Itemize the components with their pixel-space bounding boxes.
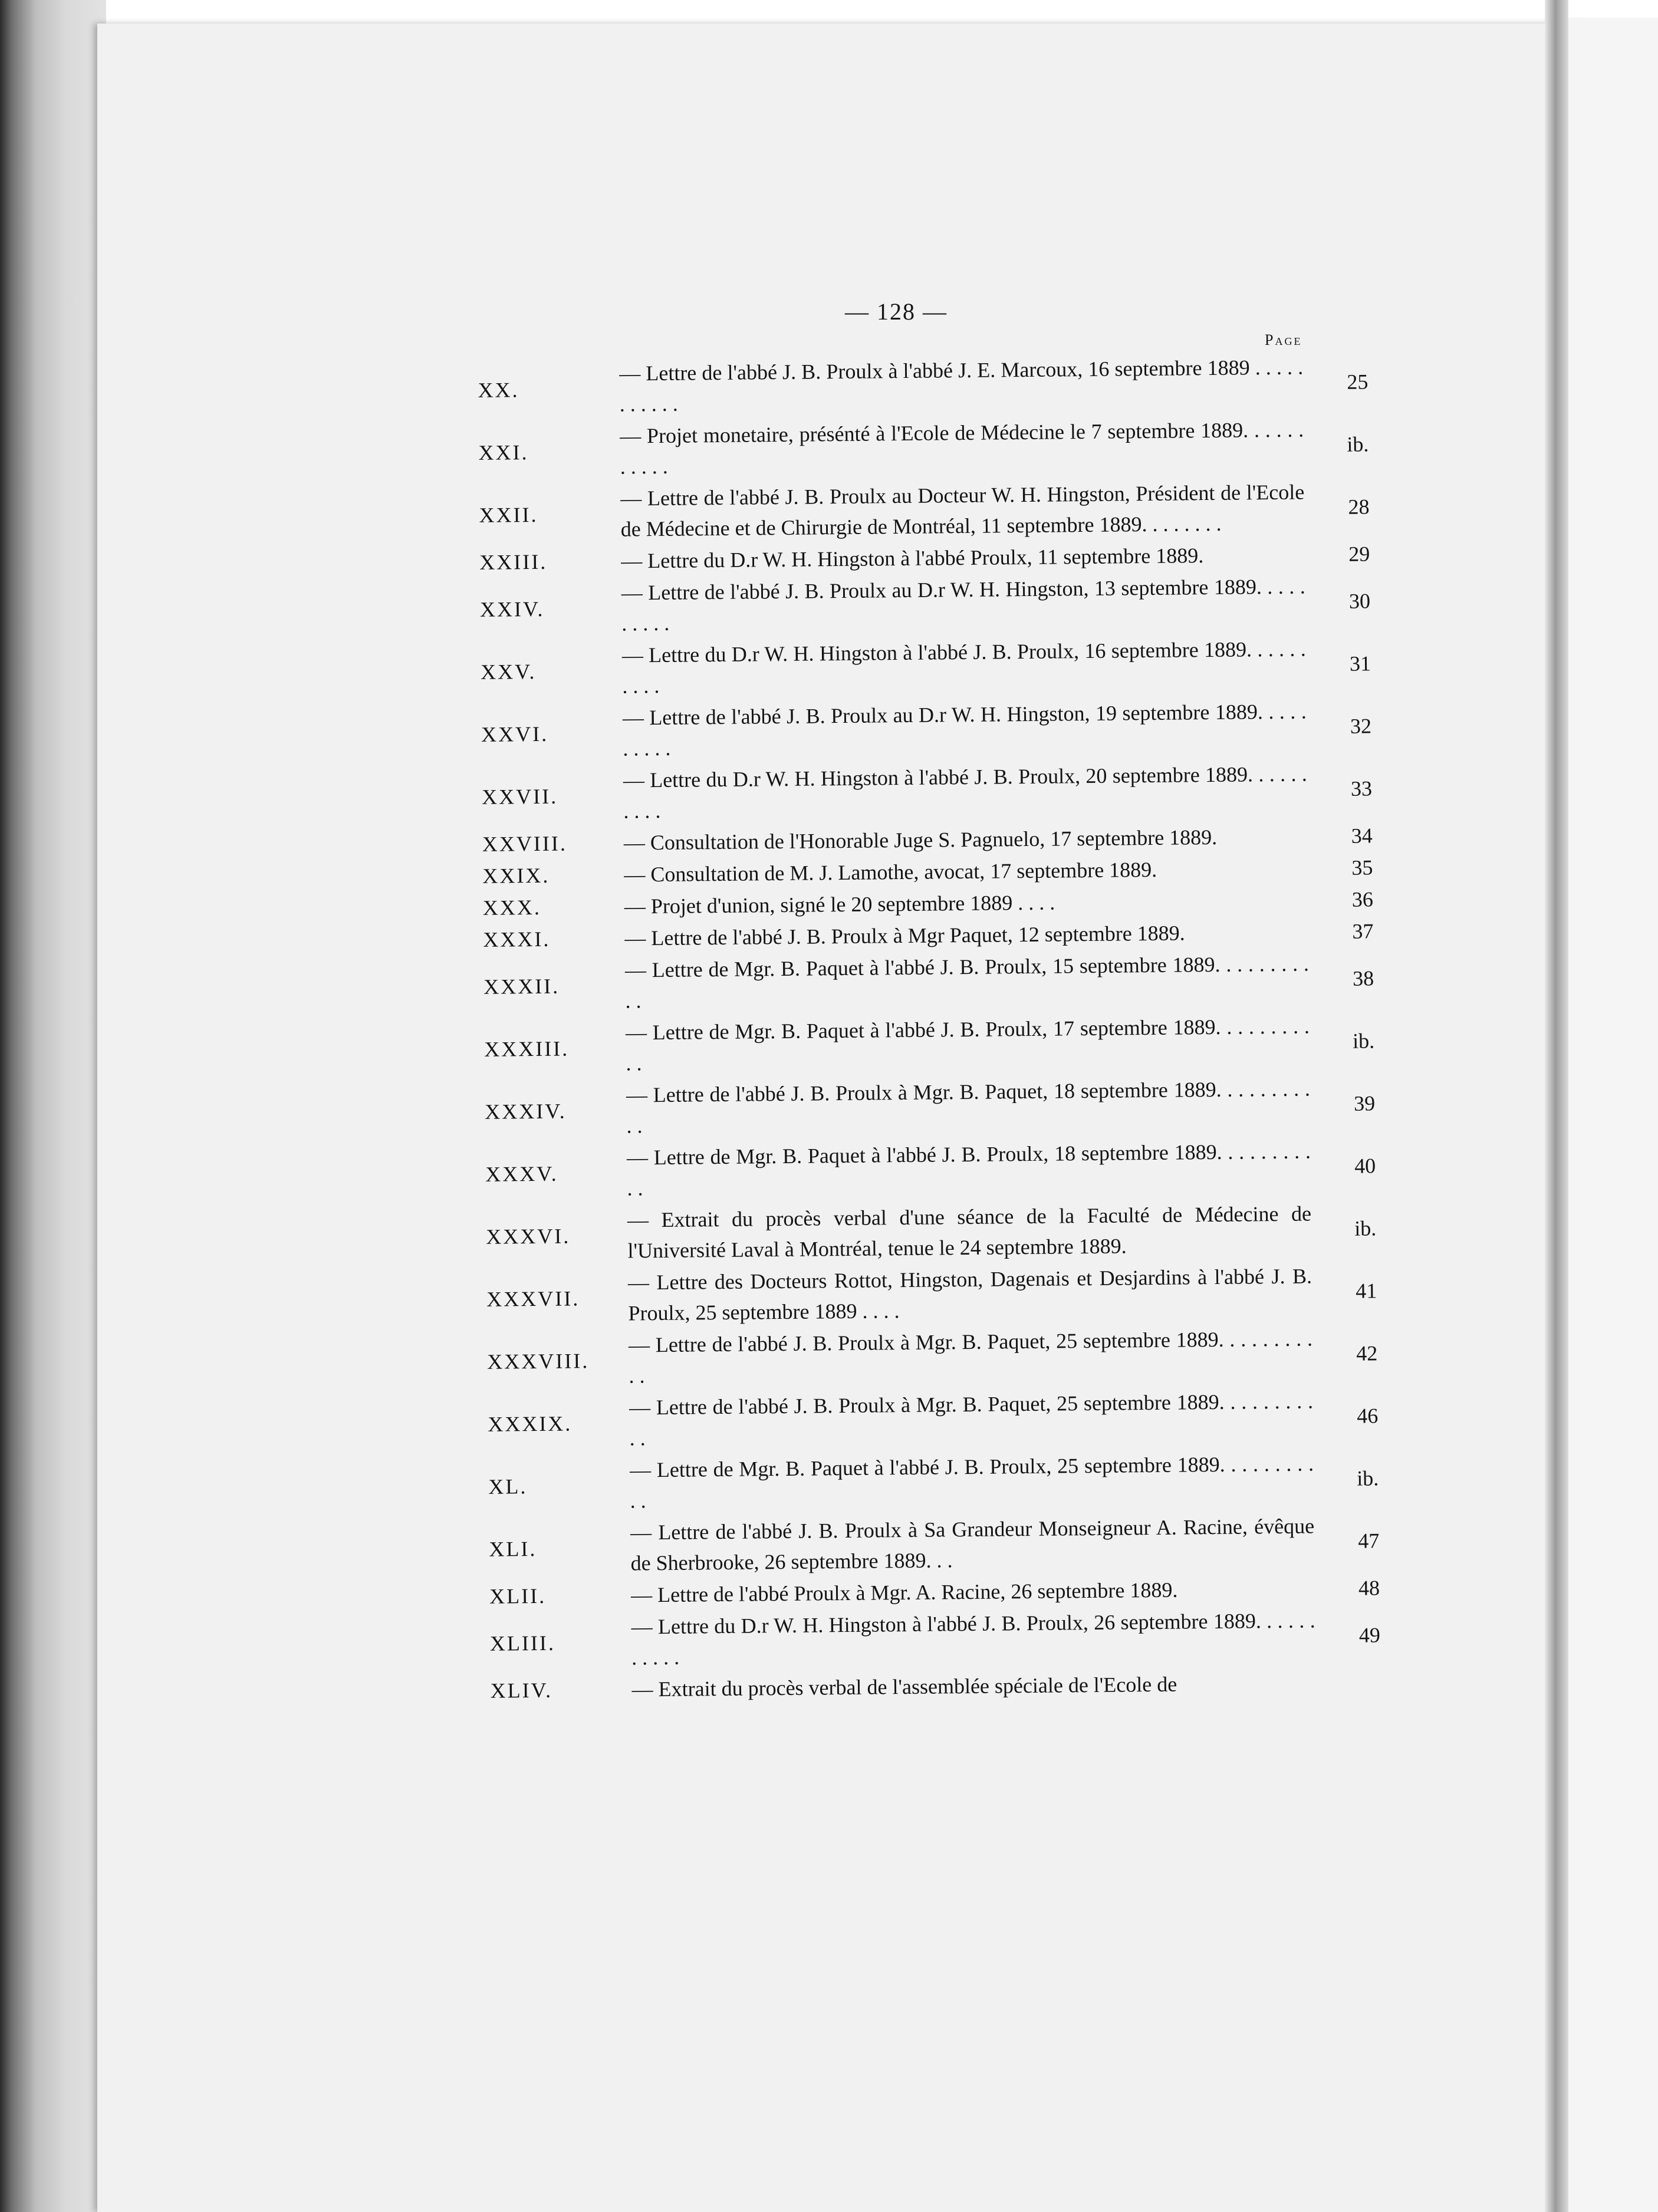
page-column-label: Page <box>1265 331 1302 348</box>
entry-page-number <box>1316 1682 1393 1683</box>
book-gutter <box>1545 0 1568 2212</box>
toc-entry <box>483 1510 1391 1580</box>
toc-entry <box>483 1604 1392 1674</box>
entry-page-number: 40 <box>1354 1154 1376 1178</box>
entry-title: — Lettre de l'abbé J. B. Proulx à Mgr. B. Paquet, 25 septembre 1889. . . . . . . . . . . <box>628 1326 1313 1388</box>
entry-number: XXI. <box>478 440 529 465</box>
entry-page-number: 30 <box>1348 589 1371 613</box>
entry-page-number: 35 <box>1351 855 1373 880</box>
toc-entry <box>479 1072 1387 1143</box>
entry-number: XX. <box>478 378 519 402</box>
entry-page-number: 41 <box>1356 1279 1377 1303</box>
entry-title: — Lettre du D.r W. H. Hingston à l'abbé J. B. Proulx, 26 septembre 1889. . . . . . . . . . . <box>631 1608 1315 1670</box>
entry-page-number: 39 <box>1353 1091 1376 1115</box>
entry-title: — Lettre du D.r W. H. Hingston à l'abbé Proulx, 11 septembre 1889. <box>621 544 1204 573</box>
entry-number: XXIII. <box>479 549 548 574</box>
entry-number: XLI. <box>489 1537 537 1561</box>
toc-entry <box>479 1135 1388 1205</box>
entry-number: XXVIII. <box>482 831 568 856</box>
entry-page-number: 31 <box>1349 651 1371 676</box>
entry-page-number: 46 <box>1357 1404 1379 1428</box>
entry-page-number: ib. <box>1347 432 1369 456</box>
entry-title: — Lettre de l'abbé J. B. Proulx au D.r W. H. Hingston, 19 septembre 1889. . . . . . . . . . <box>622 699 1307 761</box>
entry-title: — Consultation de M. J. Lamothe, avocat, 17 septembre 1889. <box>624 857 1157 887</box>
entry-number: XLII. <box>489 1584 547 1608</box>
entry-title: — Lettre de Mgr. B. Paquet à l'abbé J. B. Proulx, 15 septembre 1889. . . . . . . . . . . <box>624 952 1310 1013</box>
entry-page-number: 37 <box>1352 919 1374 943</box>
entry-page-number: 29 <box>1348 542 1370 566</box>
entry-number: XXXII. <box>483 974 560 999</box>
toc-entry <box>476 758 1384 828</box>
entry-number: XXXIII. <box>484 1036 570 1061</box>
entry-title: — Lettre de Mgr. B. Paquet à l'abbé J. B. Proulx, 18 septembre 1889. . . . . . . . . . . <box>626 1139 1311 1200</box>
toc-entry <box>482 1447 1391 1518</box>
toc-entry <box>472 413 1381 483</box>
entry-number: XXVII. <box>481 784 558 809</box>
entry-title: — Lettre de l'abbé Proulx à Mgr. A. Racine, 26 septembre 1889. <box>630 1578 1178 1607</box>
entry-page-number: 28 <box>1348 495 1370 519</box>
entry-title: — Consultation de l'Honorable Juge S. Pagnuelo, 17 septembre 1889. <box>623 825 1218 855</box>
facing-page-edge <box>1568 18 1658 2212</box>
entry-title: — Projet d'union, signé le 20 septembre 1889 . . . . <box>624 890 1055 919</box>
entry-number: XXXVI. <box>486 1224 571 1249</box>
entry-title: — Lettre de l'abbé J. B. Proulx à Mgr. B. Paquet, 18 septembre 1889. . . . . . . . . . . <box>626 1077 1311 1138</box>
entry-title: — Lettre de Mgr. B. Paquet à l'abbé J. B. Proulx, 17 septembre 1889. . . . . . . . . . . <box>625 1014 1310 1075</box>
entry-title: — Lettre de l'abbé J. B. Proulx au Docteur W. H. Hingston, Président de l'Ecole de Médecine et de Chirurgie de Montréal, 11 septembre 1889. . . . . . . . <box>620 480 1305 541</box>
entry-page-number: 34 <box>1351 824 1373 848</box>
entry-title: — Extrait du procès verbal de l'assemblée spéciale de l'Ecole de <box>631 1672 1177 1701</box>
entry-number: XXXIX. <box>488 1411 573 1436</box>
toc-entry <box>473 476 1381 546</box>
entry-page-number: 25 <box>1347 370 1368 394</box>
toc-entry <box>478 1010 1387 1080</box>
entry-title: — Lettre de l'abbé J. B. Proulx au D.r W. H. Hingston, 13 septembre 1889. . . . . . . . . . <box>621 574 1305 636</box>
entry-page-number: ib. <box>1352 1029 1375 1053</box>
entry-page-number: 47 <box>1358 1529 1380 1553</box>
entry-page-number: 42 <box>1356 1341 1378 1365</box>
entry-page-number: ib. <box>1354 1216 1377 1240</box>
entry-number: XLIV. <box>490 1678 553 1703</box>
page-number: — 128 — <box>845 298 948 325</box>
toc-entry <box>475 695 1384 765</box>
entry-page-number: 49 <box>1358 1623 1381 1647</box>
toc-entry <box>475 633 1383 703</box>
entry-number: XXIV. <box>479 597 545 621</box>
entry-page-number: 48 <box>1358 1576 1380 1600</box>
entry-title: — Lettre de l'abbé J. B. Proulx à Sa Grandeur Monseigneur A. Racine, évêque de Sherbrooke, 26 septembre 1889. . . <box>630 1514 1315 1575</box>
entry-title: — Lettre du D.r W. H. Hingston à l'abbé J. B. Proulx, 20 septembre 1889. . . . . . . . . . <box>623 762 1307 823</box>
entry-number: XXXI. <box>483 927 551 952</box>
entry-page-number: 32 <box>1350 714 1372 738</box>
entry-title: — Projet monetaire, présénté à l'Ecole de Médecine le 7 septembre 1889. . . . . . . . . . . <box>620 417 1304 479</box>
entry-number: XXVI. <box>481 722 549 746</box>
book-spine-edge <box>0 0 106 2212</box>
toc-entry <box>481 1322 1390 1393</box>
entry-number: XL. <box>488 1474 528 1499</box>
entry-number: XXV. <box>480 659 537 684</box>
toc-entry <box>480 1197 1389 1268</box>
entry-number: XXXVII. <box>486 1286 580 1311</box>
entry-title: — Lettre des Docteurs Rottot, Hingston, Dagenais et Desjardins à l'abbé J. B. Proulx, 25 septembre 1889 . . . . <box>627 1264 1312 1325</box>
entry-page-number: ib. <box>1357 1466 1379 1490</box>
entry-title: — Lettre de l'abbé J. B. Proulx à Mgr. B. Paquet, 25 septembre 1889. . . . . . . . . . . <box>629 1389 1314 1450</box>
table-of-contents <box>472 351 1393 1707</box>
entry-number: XXIX. <box>482 863 550 888</box>
entry-number: XXII. <box>479 502 538 527</box>
entry-number: XXXIV. <box>485 1099 567 1124</box>
entry-title: — Extrait du procès verbal d'une séance de la Faculté de Médecine de l'Université Laval à Montréal, tenue le 24 septembre 1889. <box>627 1202 1312 1263</box>
entry-title: — Lettre de l'abbé J. B. Proulx à Mgr Paquet, 12 septembre 1889. <box>624 921 1185 950</box>
entry-title: — Lettre de Mgr. B. Paquet à l'abbé J. B. Proulx, 25 septembre 1889. . . . . . . . . . . <box>629 1451 1314 1513</box>
toc-entry <box>472 351 1380 421</box>
entry-title: — Lettre du D.r W. H. Hingston à l'abbé J. B. Proulx, 16 septembre 1889. . . . . . . . . . <box>621 637 1306 698</box>
toc-entry <box>478 947 1386 1018</box>
toc-entry <box>482 1385 1390 1455</box>
entry-page-number: 38 <box>1352 966 1374 990</box>
entry-number: XXXVIII. <box>487 1349 590 1374</box>
toc-entry <box>474 570 1383 640</box>
entry-number: XLIII. <box>489 1631 556 1655</box>
entry-page-number: 33 <box>1350 776 1373 801</box>
entry-page-number: 36 <box>1351 887 1374 911</box>
toc-entry <box>481 1260 1389 1330</box>
entry-number: XXXV. <box>485 1161 558 1186</box>
entry-number: XXX. <box>482 895 542 920</box>
entry-title: — Lettre de l'abbé J. B. Proulx à l'abbé J. E. Marcoux, 16 septembre 1889 . . . . . . . . . . . <box>619 355 1304 416</box>
